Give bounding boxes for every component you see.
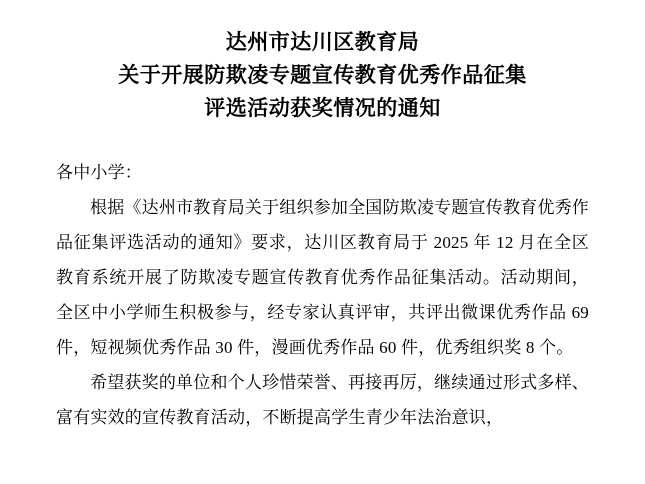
title-line-3: 评选活动获奖情况的通知 xyxy=(204,96,441,120)
title-line-1: 达州市达川区教育局 xyxy=(225,30,420,54)
paragraph-1: 根据《达州市教育局关于组织参加全国防欺凌专题宣传教育优秀作品征集评选活动的通知》要求，达川区教育局于 2025 年 12 月在全区教育系统开展了防欺凌专题宣传教育优秀作品征集活动。活动期间，全区中小学师生积极参与，经专家认真评审，共评出微课优秀作品 69 件，短视频优秀作品 30 件，漫画优秀作品 60 件，优秀组织奖 8 个。 xyxy=(56,198,589,357)
paragraph-2: 希望获奖的单位和个人珍惜荣誉、再接再厉，继续通过形式多样、富有实效的宣传教育活动，不断提高学生青少年法治意识， xyxy=(56,373,589,427)
title-line-2: 关于开展防欺凌专题宣传教育优秀作品征集 xyxy=(118,63,527,87)
document-title xyxy=(56,26,589,125)
salutation: 各中小学： xyxy=(56,163,142,182)
document-body xyxy=(56,155,589,435)
